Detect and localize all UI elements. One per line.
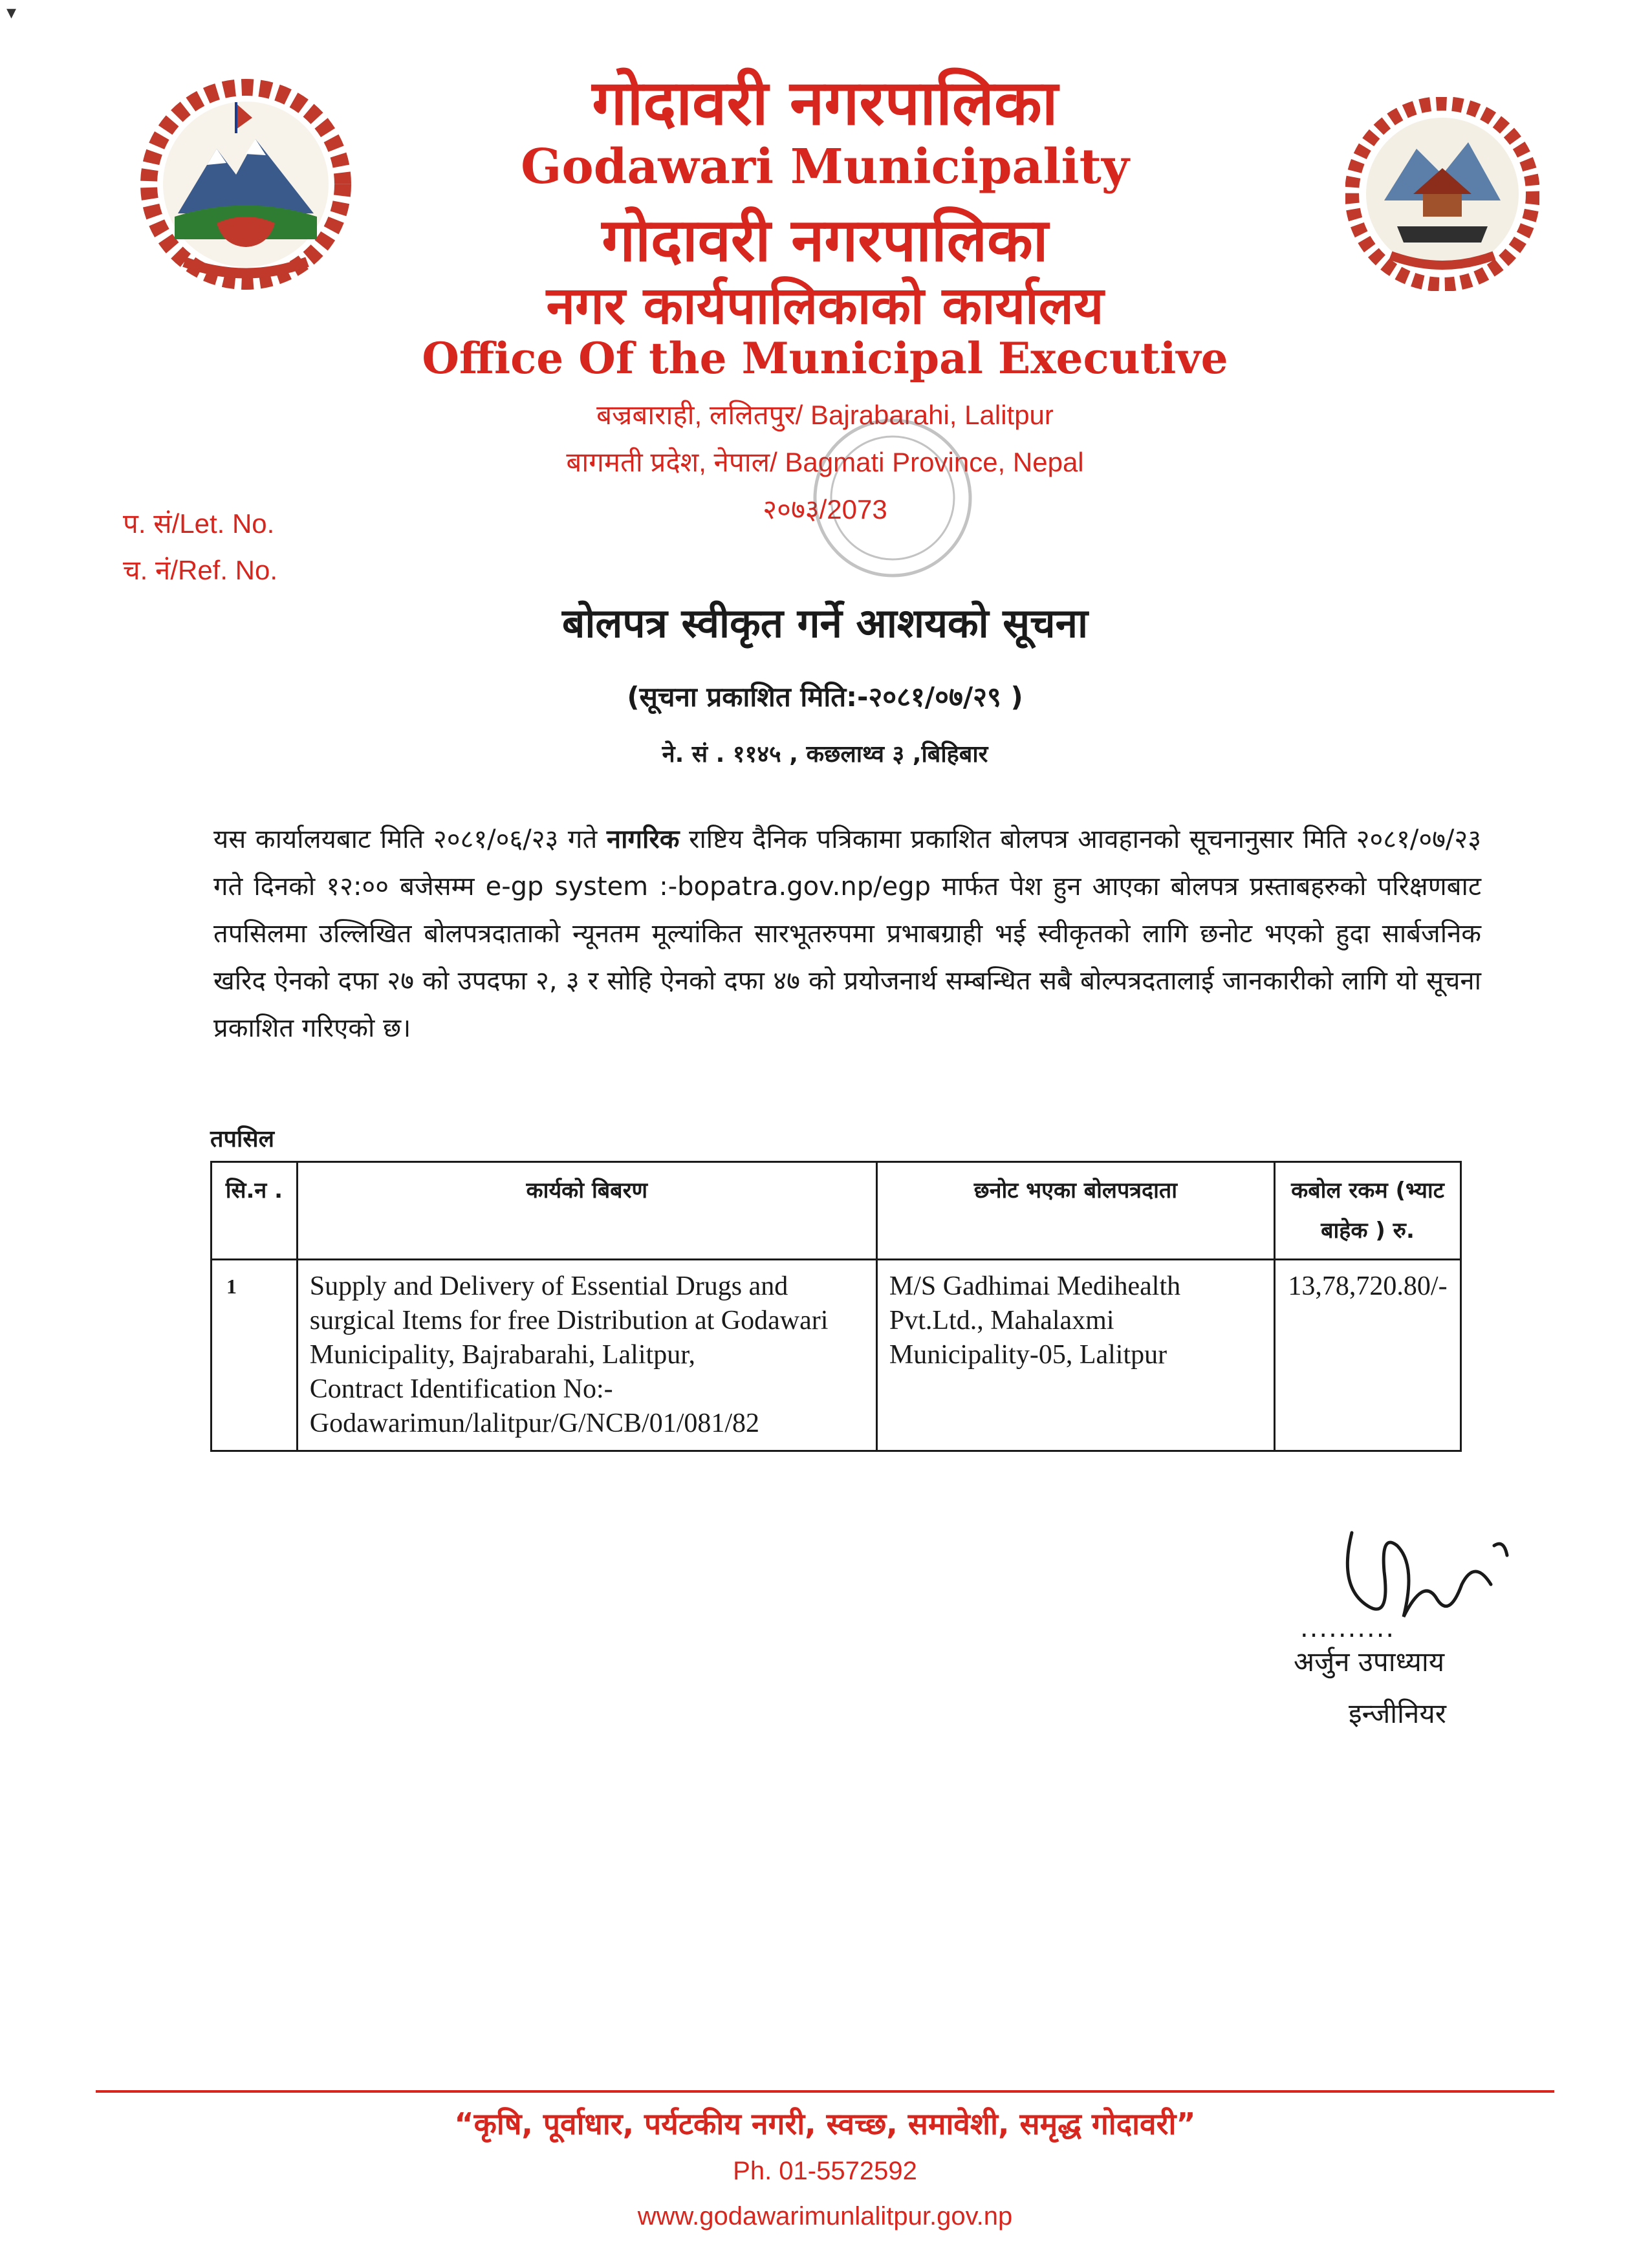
cell-sn: 1 [212,1260,298,1451]
municipality-name-english: Godawari Municipality [521,139,1129,195]
municipality-name-newari: गोदावरी नगरपालिका [602,206,1048,275]
col-header-sn: सि.न . [212,1162,298,1260]
municipality-name-nepali: गोदावरी नगरपालिका [592,67,1058,139]
signature-dots: .......... [1300,1614,1396,1643]
cell-bidder: M/S Gadhimai Medihealth Pvt.Ltd., Mahalaxmi Municipality-05, Lalitpur [876,1260,1274,1451]
table-caption: तपसिल [210,1126,275,1152]
table-header-row [212,1162,1461,1260]
footer-divider [96,2090,1554,2093]
notice-title: बोलपत्र स्वीकृत गर्ने आशयको सूचना [561,599,1089,647]
scan-mark: ▾ [6,1,17,24]
office-name-nepali: नगर कार्यपालिकाको कार्यालय [546,275,1104,336]
nepal-sambat-date: ने. सं . ११४५ , कछलाथ्व ३ ,बिहिबार [662,741,988,768]
office-stamp-icon [809,414,977,582]
cell-amount: 13,78,720.80/- [1275,1260,1461,1451]
table-row [212,1260,1461,1451]
address-line-2: बागमती प्रदेश, नेपाल/ Bagmati Province, Nepal [566,447,1084,477]
address-line-1: बज्रबाराही, ललितपुर/ Bajrabarahi, Lalitpur [596,400,1054,430]
col-header-amount: कबोल रकम (भ्याट बाहेक ) रु. [1275,1162,1461,1260]
office-name-english: Office Of the Municipal Executive [422,333,1228,383]
bid-table [210,1161,1462,1452]
footer-phone: Ph. 01-5572592 [733,2157,917,2185]
footer-slogan: “कृषि, पूर्वाधार, पर्यटकीय नगरी, स्वच्छ, समावेशी, समृद्ध गोदावरी” [454,2106,1196,2141]
established-year: २०७३/2073 [763,494,887,524]
signatory-name: अर्जुन उपाध्याय [1294,1646,1445,1678]
contract-number: Godawarimun/lalitpur/G/NCB/01/081/82 [309,1409,760,1438]
cell-description: Supply and Delivery of Essential Drugs and surgical Items for free Distribution at Godawari Municipality, Bajrabarahi, Lalitpur, Contract Identification No:- Godawarimun/lalitpur/G/NCB/01/081/82 [297,1260,876,1451]
col-header-description: कार्यको बिबरण [297,1162,876,1260]
notice-body: यस कार्यालयबाट मिति २०८१/०६/२३ गते नागरिक राष्टिय दैनिक पत्रिकामा प्रकाशित बोलपत्र आवहानको सूचनानुसार मिति २०८१/०७/२३ गते दिनको १२:०० बजेसम्म e-gp system :-bopatra.gov.np/egp मार्फत पेश हुन आएका बोलपत्र प्रस्ताबहरुको परिक्षणबाट तपसिलमा उल्लिखित बोलपत्रदाताको न्यूनतम मूल्यांकित सारभूतरुपमा प्रभाबग्राही भई स्वीकृतको लागि छनोट भएको हुदा सार्बजनिक खरिद ऐनको दफा २७ को उपदफा २, ३ र सोहि ऐनको दफा ४७ को प्रयोजनार्थ सम्बन्धित सबै बोल्पत्रदतालाई जानकारीको लागि यो सूचना प्रकाशित गरिएको छ। [213,825,1482,1043]
newspaper-name: नागरिक [606,825,680,854]
contract-label: Contract Identification No:- [309,1374,613,1404]
letter-number-label: प. सं/Let. No. [123,508,275,539]
reference-number-label: च. नं/Ref. No. [123,555,278,585]
footer-website: www.godawarimunlalitpur.gov.np [637,2202,1013,2230]
published-date: (सूचना प्रकाशित मिति:-२०८१/०७/२९ ) [627,681,1023,713]
signatory-designation: इन्जीनियर [1349,1698,1446,1729]
col-header-bidder: छनोट भएका बोलपत्रदाता [876,1162,1274,1260]
